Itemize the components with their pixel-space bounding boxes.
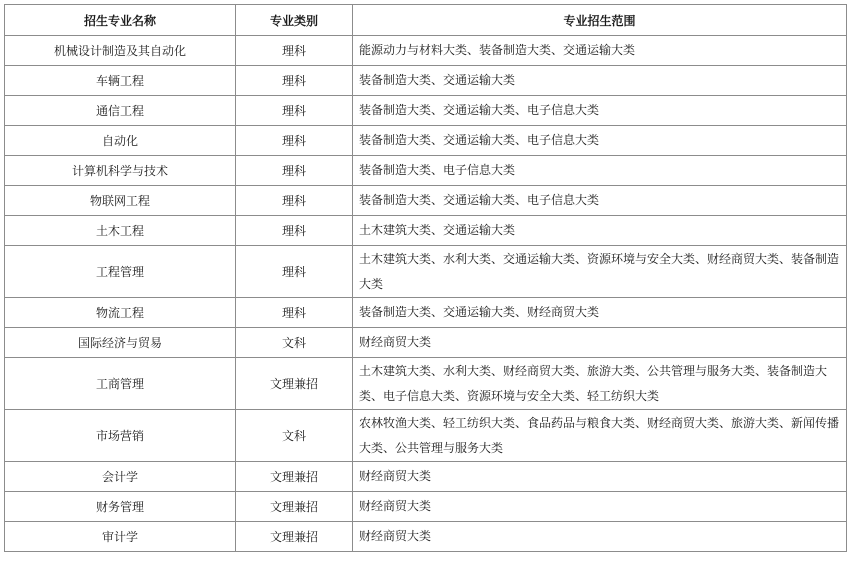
major-name: 自动化 [5, 126, 236, 156]
table-row [5, 246, 847, 298]
major-category: 文科 [236, 328, 353, 358]
major-name: 审计学 [5, 522, 236, 552]
major-scope: 财经商贸大类 [353, 492, 847, 522]
major-name: 机械设计制造及其自动化 [5, 36, 236, 66]
major-category: 理科 [236, 66, 353, 96]
major-category: 理科 [236, 156, 353, 186]
major-name: 通信工程 [5, 96, 236, 126]
table-row [5, 298, 847, 328]
major-name: 市场营销 [5, 410, 236, 462]
major-category: 理科 [236, 186, 353, 216]
major-scope: 能源动力与材料大类、装备制造大类、交通运输大类 [353, 36, 847, 66]
major-category: 理科 [236, 36, 353, 66]
table-row [5, 358, 847, 410]
table-row [5, 186, 847, 216]
major-name: 土木工程 [5, 216, 236, 246]
major-name: 物联网工程 [5, 186, 236, 216]
table-row [5, 522, 847, 552]
major-scope: 财经商贸大类 [353, 462, 847, 492]
major-category: 理科 [236, 246, 353, 298]
table-row [5, 156, 847, 186]
table-row [5, 462, 847, 492]
major-category: 文理兼招 [236, 462, 353, 492]
major-category: 文理兼招 [236, 358, 353, 410]
table-row [5, 36, 847, 66]
major-category: 文理兼招 [236, 522, 353, 552]
major-scope: 财经商贸大类 [353, 522, 847, 552]
table-row [5, 96, 847, 126]
table-row [5, 126, 847, 156]
major-name: 会计学 [5, 462, 236, 492]
table-row [5, 66, 847, 96]
majors-table [4, 4, 847, 552]
major-scope: 装备制造大类、交通运输大类 [353, 66, 847, 96]
major-scope: 土木建筑大类、交通运输大类 [353, 216, 847, 246]
major-scope: 装备制造大类、交通运输大类、电子信息大类 [353, 186, 847, 216]
table-row [5, 492, 847, 522]
major-name: 国际经济与贸易 [5, 328, 236, 358]
major-scope: 土木建筑大类、水利大类、财经商贸大类、旅游大类、公共管理与服务大类、装备制造大类、电子信息大类、资源环境与安全大类、轻工纺织大类 [353, 358, 847, 410]
major-name: 物流工程 [5, 298, 236, 328]
major-scope: 装备制造大类、交通运输大类、电子信息大类 [353, 126, 847, 156]
major-name: 财务管理 [5, 492, 236, 522]
table-row [5, 410, 847, 462]
major-category: 理科 [236, 126, 353, 156]
major-name: 计算机科学与技术 [5, 156, 236, 186]
table-header-row [5, 5, 847, 36]
major-name: 工商管理 [5, 358, 236, 410]
major-scope: 财经商贸大类 [353, 328, 847, 358]
major-category: 理科 [236, 96, 353, 126]
major-category: 理科 [236, 298, 353, 328]
major-name: 工程管理 [5, 246, 236, 298]
header-scope: 专业招生范围 [353, 5, 847, 36]
major-scope: 装备制造大类、电子信息大类 [353, 156, 847, 186]
table-row [5, 216, 847, 246]
major-scope: 装备制造大类、交通运输大类、电子信息大类 [353, 96, 847, 126]
table-row [5, 328, 847, 358]
major-category: 文科 [236, 410, 353, 462]
major-category: 文理兼招 [236, 492, 353, 522]
major-scope: 农林牧渔大类、轻工纺织大类、食品药品与粮食大类、财经商贸大类、旅游大类、新闻传播大类、公共管理与服务大类 [353, 410, 847, 462]
major-scope: 土木建筑大类、水利大类、交通运输大类、资源环境与安全大类、财经商贸大类、装备制造大类 [353, 246, 847, 298]
header-major-name: 招生专业名称 [5, 5, 236, 36]
header-category: 专业类别 [236, 5, 353, 36]
major-name: 车辆工程 [5, 66, 236, 96]
major-category: 理科 [236, 216, 353, 246]
major-scope: 装备制造大类、交通运输大类、财经商贸大类 [353, 298, 847, 328]
